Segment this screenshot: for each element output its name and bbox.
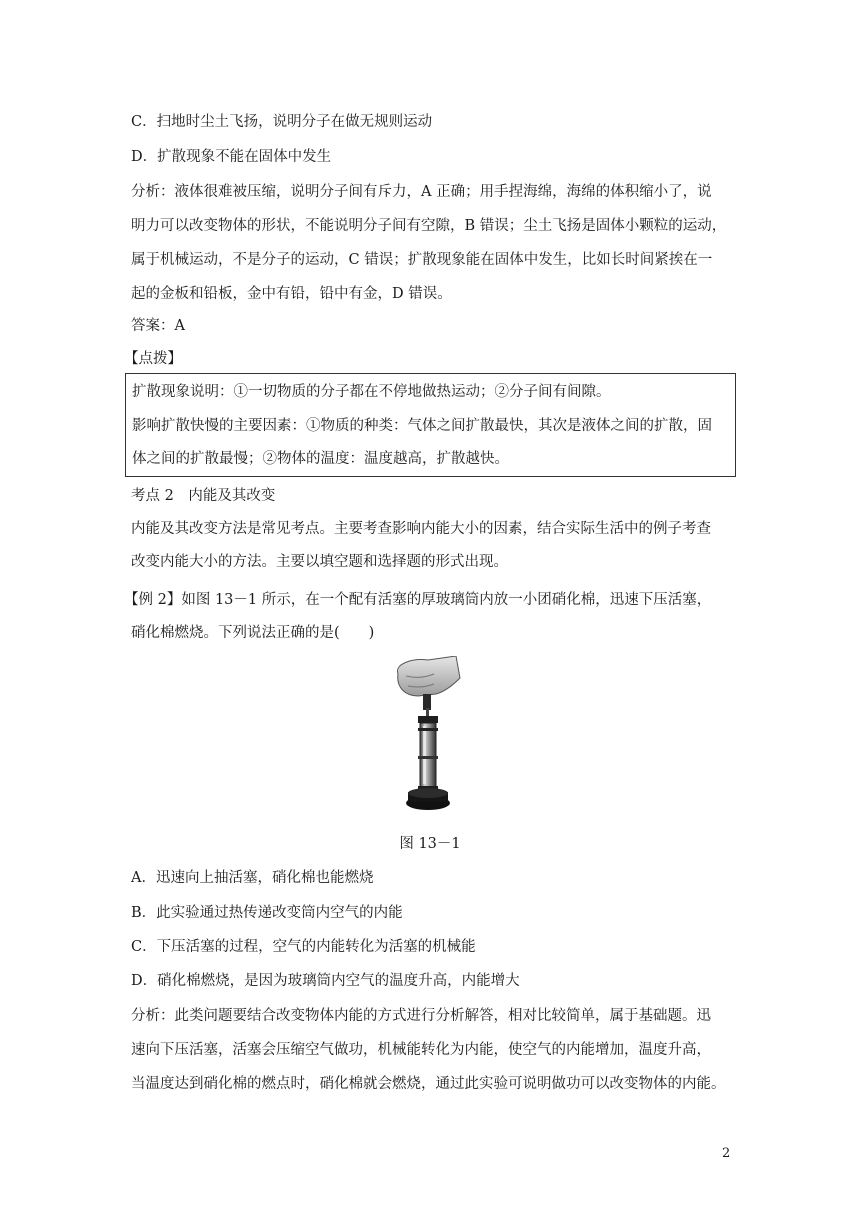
page-number: 2 [722,1146,731,1161]
option-a: A．迅速向上抽活塞，硝化棉也能燃烧 [131,870,374,886]
example-line-2: 硝化棉燃烧。下列说法正确的是( ) [131,625,375,641]
option-d-line: D．扩散现象不能在固体中发生 [131,149,332,165]
analysis-line-2: 明力可以改变物体的形状，不能说明分子间有空隙，B 错误；尘土飞扬是固体小颗粒的运动， [131,218,727,234]
example-line-1: 【例 2】如图 13－1 所示，在一个配有活塞的厚玻璃筒内放一小团硝化棉，迅速下压活塞， [124,592,712,608]
analysis2-line-1: 分析：此类问题要结合改变物体内能的方式进行分析解答，相对比较简单，属于基础题。迅 [131,1008,711,1024]
figure-caption: 图 13－1 [399,836,461,852]
tip-box [125,373,736,477]
analysis-line-4: 起的金板和铅板，金中有铅，铅中有金，D 错误。 [131,286,452,302]
option-b: B．此实验通过热传递改变筒内空气的内能 [131,905,403,921]
option-c: C．下压活塞的过程，空气的内能转化为活塞的机械能 [131,939,476,955]
tip-box-line-2: 影响扩散快慢的主要因素：①物质的种类：气体之间扩散最快，其次是液体之间的扩散，固 [132,418,712,434]
section-heading: 考点 2 内能及其改变 [131,488,276,504]
analysis2-line-2: 速向下压活塞，活塞会压缩空气做功，机械能转化为内能，使空气的内能增加，温度升高， [131,1042,711,1058]
tip-box-line-1: 扩散现象说明：①一切物质的分子都在不停地做热运动；②分子间有间隙。 [132,384,611,400]
tip-heading: 【点拨】 [124,351,182,367]
section-intro-line-2: 改变内能大小的方法。主要以填空题和选择题的形式出现。 [131,554,508,570]
answer-line: 答案：A [131,318,185,334]
option-d: D．硝化棉燃烧，是因为玻璃筒内空气的温度升高，内能增大 [131,973,520,989]
tip-box-line-3: 体之间的扩散最慢；②物体的温度：温度越高，扩散越快。 [132,451,509,467]
analysis-line-3: 属于机械运动，不是分子的运动，C 错误；扩散现象能在固体中发生，比如长时间紧挨在一 [131,252,713,268]
section-intro-line-1: 内能及其改变方法是常见考点。主要考查影响内能大小的因素，结合实际生活中的例子考查 [131,521,711,537]
analysis-line-1: 分析：液体很难被压缩，说明分子间有斥力，A 正确；用手捏海绵，海绵的体积缩小了，说 [131,184,712,200]
analysis2-line-3: 当温度达到硝化棉的燃点时，硝化棉就会燃烧，通过此实验可说明做功可以改变物体的内能。 [131,1076,726,1092]
piston-cylinder-figure [378,656,482,816]
option-c-line: C．扫地时尘土飞扬，说明分子在做无规则运动 [131,114,433,130]
